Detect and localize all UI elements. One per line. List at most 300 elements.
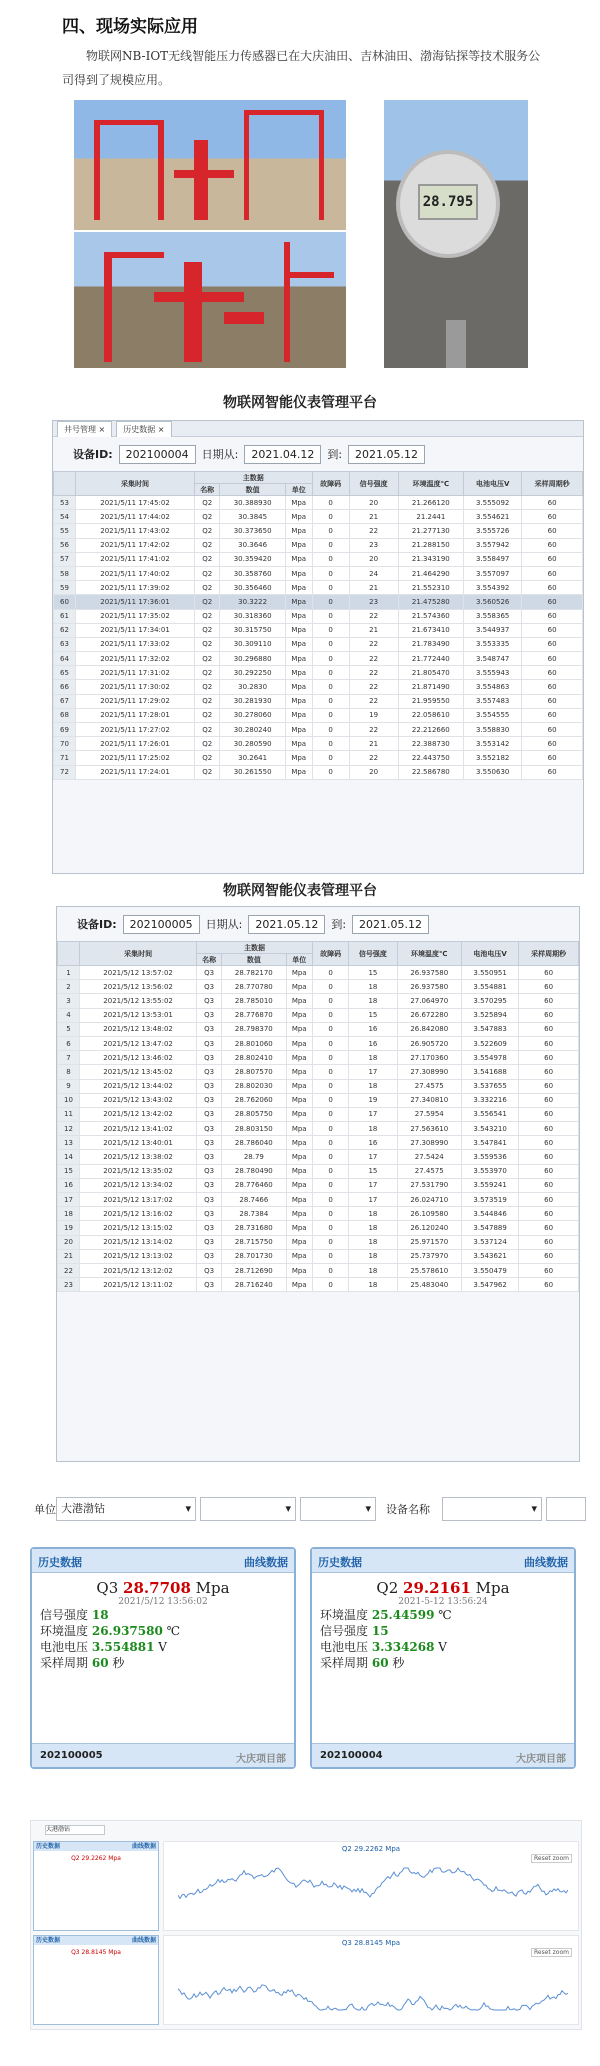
filter-select-2[interactable] (200, 1497, 296, 1521)
intro-paragraph: 物联网NB-IOT无线智能压力传感器已在大庆油田、吉林油田、渤海钻探等技术服务公司得到了规模应用。 (62, 49, 541, 87)
table-cell: 72 (54, 765, 76, 779)
table-cell: Q3 (197, 1193, 222, 1207)
table-cell: 0 (312, 1008, 349, 1022)
table-cell: 24 (349, 566, 398, 580)
table-row[interactable] (58, 1164, 579, 1178)
table-cell: 3.547841 (462, 1136, 519, 1150)
table-cell: 3.557942 (464, 538, 522, 552)
table-row[interactable] (54, 765, 583, 779)
table-cell: 60 (522, 652, 583, 666)
table-cell: 2021/5/12 13:14:02 (80, 1235, 197, 1249)
table-row[interactable] (54, 751, 583, 765)
table-cell: 2021/5/11 17:35:02 (76, 609, 195, 623)
col-group-main: 主数据 (195, 472, 312, 484)
table-row[interactable] (54, 680, 583, 694)
table-cell: 2021/5/11 17:42:02 (76, 538, 195, 552)
table-cell: Q2 (195, 737, 220, 751)
period-value: 60 (91, 1656, 109, 1670)
table-cell: 30.261550 (220, 765, 286, 779)
table-cell: 60 (519, 1221, 579, 1235)
table-cell: 2021/5/12 13:46:02 (80, 1051, 197, 1065)
curve-chart-q3 (163, 1935, 579, 2025)
table-cell: 3.541688 (462, 1065, 519, 1079)
date-to-label: 到: (327, 448, 343, 461)
table-cell: 60 (522, 510, 583, 524)
table-cell: 0 (312, 552, 349, 566)
table-cell: 3.554881 (462, 980, 519, 994)
table-cell: 21.288150 (398, 538, 464, 552)
table-cell: 22 (349, 609, 398, 623)
table-cell: 60 (522, 666, 583, 680)
pressure-unit: Mpa (475, 1579, 510, 1597)
table-cell: 0 (312, 595, 349, 609)
table-cell: 21.783490 (398, 637, 464, 651)
table-row[interactable] (58, 1065, 579, 1079)
mini-unit-select[interactable] (45, 1825, 105, 1835)
table-cell: 3.554392 (464, 581, 522, 595)
section-title: 四、现场实际应用 (62, 17, 198, 37)
table-cell: 3.548747 (464, 652, 522, 666)
table-cell: 18 (349, 1235, 397, 1249)
table-cell: 60 (522, 723, 583, 737)
table-cell: 3.555943 (464, 666, 522, 680)
table-cell: 70 (54, 737, 76, 751)
col-volt: 电池电压V (462, 942, 519, 966)
table-cell: 28.7384 (222, 1207, 287, 1221)
table-cell: 3.522609 (462, 1036, 519, 1050)
table-cell: 60 (519, 1207, 579, 1221)
table-cell: 60 (519, 994, 579, 1008)
table-cell: 2021/5/11 17:27:02 (76, 723, 195, 737)
device-label: 设备ID: (73, 448, 113, 461)
tag-name: Q2 (376, 1579, 399, 1597)
table-cell: 0 (312, 609, 349, 623)
tag-name: Q3 (96, 1579, 119, 1597)
curve-dashboard (30, 1820, 582, 2030)
tab-history-data[interactable]: 历史数据 × (116, 421, 171, 437)
table-row[interactable] (54, 552, 583, 566)
col-unit: 单位 (285, 484, 312, 496)
table-cell: Q2 (195, 637, 220, 651)
table-cell: 25.578610 (397, 1263, 462, 1277)
table-cell: 3.557483 (464, 694, 522, 708)
table-row[interactable] (58, 1107, 579, 1121)
table-cell: 60 (522, 581, 583, 595)
table-cell: 66 (54, 680, 76, 694)
temp-value: 26.937580 (91, 1624, 163, 1638)
table-cell: 60 (522, 524, 583, 538)
table-row[interactable] (54, 694, 583, 708)
table-cell: 26.109580 (397, 1207, 462, 1221)
project-name: 大庆项目部 (236, 1754, 286, 1765)
table-cell: Mpa (286, 1249, 312, 1263)
table-cell: 26.842080 (397, 1022, 462, 1036)
device-name-label: 设备名称 (386, 1503, 430, 1516)
table-cell: 18 (349, 1051, 397, 1065)
table-cell: 2021/5/11 17:25:02 (76, 751, 195, 765)
date-from-label: 日期从: (201, 448, 239, 461)
period-label: 采样周期 (40, 1656, 89, 1670)
table-cell: 2021/5/12 13:34:02 (80, 1178, 197, 1192)
table-cell: Q3 (197, 1235, 222, 1249)
table-cell: 2021/5/11 17:32:02 (76, 652, 195, 666)
table-cell: 0 (312, 765, 349, 779)
table-row[interactable] (58, 1022, 579, 1036)
device-id-input[interactable]: 202100004 (119, 445, 196, 464)
table-cell: 22 (349, 524, 398, 538)
col-signal: 信号强度 (349, 942, 397, 966)
table-cell: 3.558365 (464, 609, 522, 623)
table-row[interactable] (54, 666, 583, 680)
table-cell: 30.3845 (220, 510, 286, 524)
table-cell: 21.959550 (398, 694, 464, 708)
table-cell: 22.443750 (398, 751, 464, 765)
table-cell: 60 (522, 609, 583, 623)
table-cell: 21.772440 (398, 652, 464, 666)
table-row[interactable] (58, 1235, 579, 1249)
table-cell: Q3 (197, 1107, 222, 1121)
table-row[interactable] (58, 966, 579, 980)
table-cell: Mpa (286, 1278, 312, 1292)
table-cell: Mpa (285, 737, 312, 751)
mini-card-1 (33, 1841, 159, 1931)
table-cell: 27.064970 (397, 994, 462, 1008)
table-row[interactable] (58, 980, 579, 994)
table-cell: 21.805470 (398, 666, 464, 680)
device-card-202100004 (310, 1547, 576, 1769)
table-row[interactable] (58, 1051, 579, 1065)
mini-card-value: Q3 28.8145 Mpa (71, 1949, 121, 1956)
table-cell: 3.559241 (462, 1178, 519, 1192)
table-row[interactable] (58, 1263, 579, 1277)
table-cell: 22 (349, 680, 398, 694)
table-cell: 0 (312, 1164, 349, 1178)
period-unit: 秒 (112, 1656, 125, 1670)
table-cell: 3.554621 (464, 510, 522, 524)
col-time: 采集时间 (80, 942, 197, 966)
table-row[interactable] (54, 581, 583, 595)
table-cell: 0 (312, 1249, 349, 1263)
table-cell: 18 (349, 1263, 397, 1277)
table-cell: 3.550479 (462, 1263, 519, 1277)
table-cell: Mpa (285, 510, 312, 524)
table-cell: Mpa (286, 1079, 312, 1093)
table-cell: 0 (312, 652, 349, 666)
table-cell: 0 (312, 1278, 349, 1292)
filter-select-3[interactable] (300, 1497, 376, 1521)
table-cell: 2021/5/12 13:43:02 (80, 1093, 197, 1107)
table-row[interactable] (54, 623, 583, 637)
table-cell: 60 (522, 694, 583, 708)
table-row[interactable] (58, 1008, 579, 1022)
table-cell: 60 (522, 765, 583, 779)
table-cell: 28.780490 (222, 1164, 287, 1178)
table-cell: 30.2830 (220, 680, 286, 694)
table-row[interactable] (54, 538, 583, 552)
table-row[interactable] (58, 1150, 579, 1164)
date-to-input-2[interactable]: 2021.05.12 (352, 915, 429, 934)
table-cell: 0 (312, 581, 349, 595)
table-cell: 28.701730 (222, 1249, 287, 1263)
table-cell: 60 (519, 966, 579, 980)
device-name-select[interactable] (442, 1497, 542, 1521)
date-to-input[interactable]: 2021.05.12 (348, 445, 425, 464)
mini-history-link[interactable]: 历史数据 (36, 1937, 61, 1944)
table-cell: 60 (519, 980, 579, 994)
volt-value: 3.334268 (371, 1640, 435, 1654)
table-cell: Q2 (195, 566, 220, 580)
table-cell: Mpa (285, 595, 312, 609)
series-line (178, 1985, 568, 2010)
table-cell: 2 (58, 980, 80, 994)
table-row[interactable] (58, 1278, 579, 1292)
table-cell: 60 (519, 1136, 579, 1150)
table-cell: Mpa (286, 1036, 312, 1050)
col-group-main: 主数据 (197, 942, 313, 954)
table-cell: Mpa (285, 581, 312, 595)
table-cell: 30.292250 (220, 666, 286, 680)
table-cell: 23 (58, 1278, 80, 1292)
table-cell: Mpa (286, 1150, 312, 1164)
col-temp: 环境温度℃ (398, 472, 464, 496)
device-id: 202100004 (320, 1750, 383, 1761)
table-cell: Q3 (197, 1079, 222, 1093)
table-cell: Mpa (285, 538, 312, 552)
table-row[interactable] (58, 994, 579, 1008)
table-cell: 0 (312, 1178, 349, 1192)
table-cell: 21.871490 (398, 680, 464, 694)
table-row[interactable] (58, 1178, 579, 1192)
table-cell: Mpa (285, 552, 312, 566)
table-cell: Q3 (197, 1263, 222, 1277)
table-row[interactable] (58, 1122, 579, 1136)
pressure-value: 29.2161 (403, 1579, 471, 1597)
table-cell: 60 (522, 496, 583, 510)
device-id-input-2[interactable]: 202100005 (123, 915, 200, 934)
table-cell: 17 (349, 1150, 397, 1164)
table-cell: 26.024710 (397, 1193, 462, 1207)
table-row[interactable] (54, 652, 583, 666)
table-cell: 28.7466 (222, 1193, 287, 1207)
table-cell: 60 (522, 566, 583, 580)
mini-card-2 (33, 1935, 159, 2025)
table-cell: 30.309110 (220, 637, 286, 651)
unit-select[interactable] (56, 1497, 196, 1521)
table-cell: 18 (349, 980, 397, 994)
mini-history-link[interactable]: 历史数据 (36, 1843, 61, 1850)
table-row[interactable] (54, 524, 583, 538)
table-cell: Mpa (285, 496, 312, 510)
table-cell: 26.905720 (397, 1036, 462, 1050)
table-cell: 2021/5/12 13:38:02 (80, 1150, 197, 1164)
table-cell: 21 (349, 623, 398, 637)
table-cell: 60 (522, 538, 583, 552)
table-cell: 60 (519, 1036, 579, 1050)
table-cell: Mpa (286, 1164, 312, 1178)
table-cell: Mpa (285, 609, 312, 623)
col-temp: 环境温度℃ (397, 942, 462, 966)
table-cell: Q3 (197, 1051, 222, 1065)
table-cell: 0 (312, 966, 349, 980)
table-cell: 0 (312, 1207, 349, 1221)
device-card-202100005 (30, 1547, 296, 1769)
table-cell: 21.673410 (398, 623, 464, 637)
table-cell: 15 (349, 1008, 397, 1022)
volt-label: 电池电压 (320, 1640, 369, 1654)
table-cell: 0 (312, 623, 349, 637)
table-cell: 64 (54, 652, 76, 666)
tab-well-management[interactable]: 井号管理 × (57, 421, 112, 437)
table-row[interactable] (58, 1136, 579, 1150)
table-cell: 60 (519, 1150, 579, 1164)
date-from-input-2[interactable]: 2021.05.12 (248, 915, 325, 934)
table-cell: 30.280240 (220, 723, 286, 737)
table-cell: 60 (54, 595, 76, 609)
mini-curve-link[interactable]: 曲线数据 (131, 1937, 156, 1944)
table-cell: Q2 (195, 609, 220, 623)
table-row[interactable] (54, 737, 583, 751)
table-cell: 3 (58, 994, 80, 1008)
col-fault: 故障码 (312, 472, 349, 496)
table-cell: 8 (58, 1065, 80, 1079)
oilfield-photo-2 (74, 232, 346, 368)
curve-data-link[interactable]: 曲线数据 (524, 1556, 568, 1569)
history-data-link[interactable]: 历史数据 (38, 1556, 82, 1569)
table-cell: Q3 (197, 1036, 222, 1050)
table-cell: 0 (312, 751, 349, 765)
history-panel-1 (52, 420, 584, 874)
table-cell: 27.308990 (397, 1065, 462, 1079)
table-cell: 0 (312, 1122, 349, 1136)
table-cell: 30.388930 (220, 496, 286, 510)
period-label: 采样周期 (320, 1656, 369, 1670)
table-cell: 27.5954 (397, 1107, 462, 1121)
table-cell: 0 (312, 680, 349, 694)
table-row[interactable] (54, 723, 583, 737)
table-row[interactable] (58, 1207, 579, 1221)
col-name: 名称 (197, 954, 222, 966)
table-cell: 0 (312, 1093, 349, 1107)
table-row[interactable] (54, 496, 583, 510)
table-cell: 57 (54, 552, 76, 566)
table-row[interactable] (58, 1036, 579, 1050)
date-from-input[interactable]: 2021.04.12 (244, 445, 321, 464)
signal-label: 信号强度 (40, 1608, 89, 1622)
table-cell: 0 (312, 510, 349, 524)
mini-card-value: Q2 29.2262 Mpa (71, 1855, 121, 1862)
table-row[interactable] (54, 595, 583, 609)
mini-unit-value: 大港渤钻 (46, 1826, 71, 1833)
table-cell: 3.544846 (462, 1207, 519, 1221)
table-row[interactable] (54, 510, 583, 524)
table-cell: Q2 (195, 708, 220, 722)
table-cell: 30.358760 (220, 566, 286, 580)
table-cell: 3.554555 (464, 708, 522, 722)
table-cell: 22 (349, 723, 398, 737)
table-cell: 28.762060 (222, 1093, 287, 1107)
table-row[interactable] (54, 609, 583, 623)
table-cell: 2021/5/12 13:15:02 (80, 1221, 197, 1235)
table-cell: Q2 (195, 538, 220, 552)
table-cell: 21.475280 (398, 595, 464, 609)
table-cell: 21.464290 (398, 566, 464, 580)
table-cell: 2021/5/12 13:17:02 (80, 1193, 197, 1207)
table-cell: 2021/5/12 13:41:02 (80, 1122, 197, 1136)
table-cell: 60 (522, 595, 583, 609)
table-row[interactable] (58, 1079, 579, 1093)
filter-select-5[interactable] (546, 1497, 586, 1521)
filter-bar (53, 437, 583, 471)
table-cell: 3.557097 (464, 566, 522, 580)
table-cell: 10 (58, 1093, 80, 1107)
table-cell: 21 (349, 737, 398, 751)
table-cell: 28.79 (222, 1150, 287, 1164)
table-cell: 2021/5/11 17:43:02 (76, 524, 195, 538)
table-cell: 28.807570 (222, 1065, 287, 1079)
table-cell: 11 (58, 1107, 80, 1121)
table-cell: 28.716240 (222, 1278, 287, 1292)
table-cell: 2021/5/12 13:55:02 (80, 994, 197, 1008)
table-row[interactable] (54, 708, 583, 722)
history-table-1 (53, 471, 583, 780)
table-row[interactable] (58, 1249, 579, 1263)
table-cell: 9 (58, 1079, 80, 1093)
table-cell: 28.801060 (222, 1036, 287, 1050)
table-cell: 2021/5/12 13:44:02 (80, 1079, 197, 1093)
reset-zoom-button[interactable]: Reset zoom (531, 1854, 572, 1863)
table-cell: Q3 (197, 994, 222, 1008)
table-row[interactable] (54, 637, 583, 651)
table-cell: 2021/5/12 13:16:02 (80, 1207, 197, 1221)
table-cell: 3.554863 (464, 680, 522, 694)
col-period: 采样周期秒 (519, 942, 579, 966)
table-cell: Q2 (195, 510, 220, 524)
table-cell: 0 (312, 994, 349, 1008)
curve-data-link[interactable]: 曲线数据 (244, 1556, 288, 1569)
history-data-link[interactable]: 历史数据 (318, 1556, 362, 1569)
table-cell: 26.937580 (397, 966, 462, 980)
chart-title: Q2 29.2262 Mpa (341, 1845, 401, 1853)
curve-chart-q2 (163, 1841, 579, 1931)
signal-label: 信号强度 (320, 1624, 369, 1638)
table-row[interactable] (58, 1193, 579, 1207)
table-cell: 61 (54, 609, 76, 623)
table-cell: 2021/5/12 13:42:02 (80, 1107, 197, 1121)
table-cell: 3.559536 (462, 1150, 519, 1164)
temp-unit: ℃ (438, 1608, 452, 1622)
table-cell: 60 (519, 1079, 579, 1093)
table-cell: 60 (522, 708, 583, 722)
chart-title: Q3 28.8145 Mpa (341, 1939, 401, 1947)
table-cell: 0 (312, 694, 349, 708)
table-cell: 18 (349, 1207, 397, 1221)
col-value: 数值 (220, 484, 286, 496)
table-row[interactable] (54, 566, 583, 580)
table-cell: Mpa (286, 1263, 312, 1277)
table-row[interactable] (58, 1093, 579, 1107)
mini-curve-link[interactable]: 曲线数据 (131, 1843, 156, 1850)
table-cell: 22.586780 (398, 765, 464, 779)
table-cell: 30.318360 (220, 609, 286, 623)
table-cell: Mpa (285, 723, 312, 737)
table-cell: 53 (54, 496, 76, 510)
temp-value: 25.44599 (371, 1608, 435, 1622)
table-cell: 22 (58, 1263, 80, 1277)
reset-zoom-button[interactable]: Reset zoom (531, 1948, 572, 1957)
table-row[interactable] (58, 1221, 579, 1235)
table-cell: 0 (312, 566, 349, 580)
table-cell: 60 (519, 1164, 579, 1178)
